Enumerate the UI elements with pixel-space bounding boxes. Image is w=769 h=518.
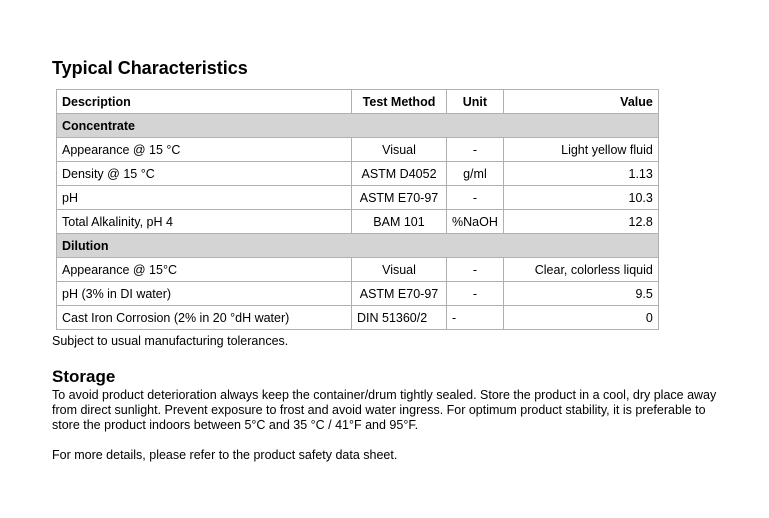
table-header-row	[57, 90, 659, 114]
cell-unit: -	[447, 258, 504, 282]
table-row	[57, 282, 659, 306]
cell-test-method: BAM 101	[352, 210, 447, 234]
table-row	[57, 258, 659, 282]
cell-description: pH (3% in DI water)	[57, 282, 352, 306]
table-row	[57, 210, 659, 234]
group-label: Dilution	[57, 234, 659, 258]
header-test-method: Test Method	[352, 90, 447, 114]
cell-description: Density @ 15 °C	[57, 162, 352, 186]
cell-unit: -	[447, 306, 504, 330]
group-label: Concentrate	[57, 114, 659, 138]
cell-value: 0	[503, 306, 658, 330]
safety-sheet-note: For more details, please refer to the product safety data sheet.	[52, 448, 398, 462]
cell-test-method: Visual	[352, 138, 447, 162]
cell-test-method: ASTM D4052	[352, 162, 447, 186]
section-title: Typical Characteristics	[52, 58, 248, 78]
group-row-concentrate	[57, 114, 659, 138]
table-row	[57, 162, 659, 186]
header-value: Value	[503, 90, 658, 114]
cell-value: Clear, colorless liquid	[503, 258, 658, 282]
cell-value: 9.5	[503, 282, 658, 306]
cell-test-method: ASTM E70-97	[352, 186, 447, 210]
storage-title: Storage	[52, 367, 116, 386]
cell-test-method: DIN 51360/2	[352, 306, 447, 330]
header-unit: Unit	[447, 90, 504, 114]
table-row	[57, 138, 659, 162]
cell-unit: -	[447, 138, 504, 162]
header-description: Description	[57, 90, 352, 114]
cell-test-method: ASTM E70-97	[352, 282, 447, 306]
cell-description: Appearance @ 15 °C	[57, 138, 352, 162]
cell-unit: %NaOH	[447, 210, 504, 234]
cell-value: 1.13	[503, 162, 658, 186]
cell-description: Total Alkalinity, pH 4	[57, 210, 352, 234]
cell-test-method: Visual	[352, 258, 447, 282]
group-row-dilution	[57, 234, 659, 258]
cell-value: 12.8	[503, 210, 658, 234]
characteristics-table	[56, 89, 659, 330]
table-row	[57, 306, 659, 330]
cell-value: 10.3	[503, 186, 658, 210]
cell-description: pH	[57, 186, 352, 210]
cell-value: Light yellow fluid	[503, 138, 658, 162]
table-row	[57, 186, 659, 210]
storage-text: To avoid product deterioration always keep the container/drum tightly sealed. Store the product in a cool, dry place away from direct sunlight. Prevent exposure to frost and avoid water ingress. For optimum product stability, it is preferable to store the product indoors between 5°C and 35 °C / 41°F and 95°F.	[52, 388, 717, 432]
cell-unit: -	[447, 186, 504, 210]
cell-description: Cast Iron Corrosion (2% in 20 °dH water)	[57, 306, 352, 330]
tolerance-note: Subject to usual manufacturing tolerances.	[52, 334, 289, 348]
cell-description: Appearance @ 15°C	[57, 258, 352, 282]
cell-unit: -	[447, 282, 504, 306]
cell-unit: g/ml	[447, 162, 504, 186]
